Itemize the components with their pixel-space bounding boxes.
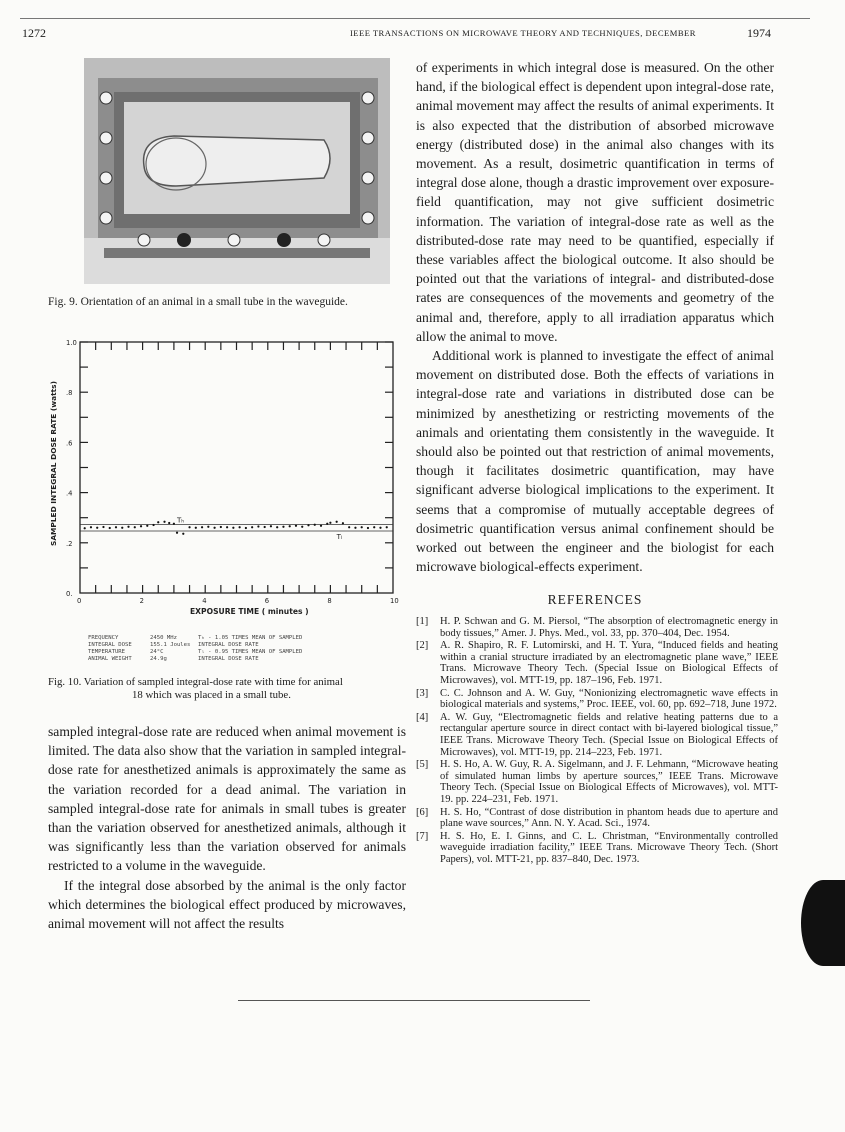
reference-text: H. S. Ho, A. W. Guy, R. A. Sigelmann, and J. F. Lehmann, “Microwave heating of simulated human limbs by aperture sources,” IEEE Trans. Microwave Theory Tech. (Special Issue on Biological Effects of Microwaves), vol. MTT-19. pp. 224–231, Feb. 1971. <box>440 759 778 805</box>
data-point <box>140 525 142 527</box>
data-point <box>386 526 388 528</box>
legend-label: ANIMAL WEIGHT <box>88 656 132 662</box>
data-point <box>182 533 184 535</box>
right-column-text <box>416 58 774 576</box>
fig10-caption-line2: 18 which was placed in a small tube. <box>132 688 291 701</box>
data-point <box>127 526 129 528</box>
data-point <box>326 523 328 525</box>
data-point <box>232 527 234 529</box>
data-point <box>115 526 117 528</box>
data-point <box>157 521 159 523</box>
reference-item <box>416 640 778 686</box>
left-paragraph-1: sampled integral-dose rate are reduced when animal movement is limited. The data also show that the variation in sampled integral-dose rate for anesthetized animals is approximately the same as the variation recorded for a dead animal. The variation in sampled integral-dose rate for animals in small tubes is greater than the variation observed for anesthetized animals, although it was significantly less than the variation observed for animals restricted to a volume in the waveguide. <box>48 724 406 874</box>
fig10-legend <box>88 635 408 663</box>
reference-text: H. S. Ho, “Contrast of dose distribution in phantom heads due to aperture and plane wave sources,” Ann. N. Y. Acad. Sci., 1974. <box>440 806 778 830</box>
reference-line-label: Tₕ <box>177 516 185 525</box>
data-point <box>201 526 203 528</box>
reference-text: A. R. Shapiro, R. F. Lutomirski, and H. T. Yura, “Induced fields and heating within a cranial structure irradiated by an electromagnetic plane wave,” IEEE Trans. Microwave Theory Tech. (Special Issue on Biological Effects of Microwaves), vol. MTT-19, pp. 187–196, Feb. 1971. <box>440 640 778 686</box>
data-point <box>342 522 344 524</box>
data-point <box>289 525 291 527</box>
data-point <box>121 527 123 529</box>
data-point <box>163 521 165 523</box>
x-tick-label: 6 <box>264 597 270 605</box>
data-point <box>84 527 86 529</box>
legend-value: 24°C <box>150 649 164 655</box>
data-point <box>367 527 369 529</box>
y-tick-label: .6 <box>66 439 73 448</box>
reference-number: [7] <box>416 830 429 842</box>
fig9-photo <box>84 58 390 284</box>
legend-value: 155.1 Joules <box>150 642 191 648</box>
reference-number: [3] <box>416 687 429 699</box>
reference-number: [4] <box>416 711 429 723</box>
data-point <box>320 525 322 527</box>
y-tick-label: .8 <box>66 389 73 398</box>
data-point <box>239 526 241 528</box>
data-point <box>301 526 303 528</box>
data-point <box>295 525 297 527</box>
data-point <box>251 526 253 528</box>
journal-title: IEEE TRANSACTIONS ON MICROWAVE THEORY AND TECHNIQUES, DECEMBER <box>350 28 696 38</box>
data-point <box>207 526 209 528</box>
legend-row <box>88 635 408 642</box>
data-point <box>264 526 266 528</box>
waveguide-drawing <box>84 58 390 284</box>
data-point <box>195 527 197 529</box>
right-paragraph-2: Additional work is planned to investigate the effect of animal movement on distributed dose. Both the effects of variations in integral-dose rate and variations in distributed dose can be minimized by anesthetizing or restricting movements of the animals and orientating them consistently in the waveguide. It should also be pointed out that restriction of animal movements, though it facilitates dosimetric quantification, may have significant adverse biological implications to the experiment. It seems that a compromise of mutually acceptable degrees of dosimetric quantification versus animal confinement should be worked out between the engineer and the biologist for each microwave biological-effects experiment. <box>416 348 774 575</box>
x-axis-label: EXPOSURE TIME ( minutes ) <box>190 607 309 616</box>
legend-row <box>88 649 408 656</box>
legend-row <box>88 656 408 663</box>
data-point <box>188 526 190 528</box>
data-point <box>245 527 247 529</box>
header-rule <box>20 18 810 19</box>
reference-item <box>416 831 778 866</box>
data-point <box>102 526 104 528</box>
data-point <box>168 522 170 524</box>
reference-item <box>416 759 778 805</box>
y-tick-label: 1.0 <box>66 339 77 347</box>
legend-text: Tₕ - 1.05 TIMES MEAN OF SAMPLED <box>198 635 303 641</box>
right-paragraph-1: of experiments in which integral dose is measured. On the other hand, if the biological effect is dependent upon integral-dose rate, animal movement may affect the results of animal experiments. It is also expected that the distribution of absorbed microwave energy (distributed dose) in the animal also changes with its movement. As a result, dosimetric quantification in terms of integral dose alone, though a drastic improvement over exposure-field quantification, may not give sufficient dosimetric information. The variation of integral-dose rate as well as the distributed-dose rate may need to be quantified, especially if these variables affect the biological outcome. It also should be pointed out that the variations of integral- and distributed-dose rates are consequences of the movements and geometry of the animal and, therefore, apply to all irradiation apparatus which allow the animal to move. <box>416 60 774 344</box>
legend-text: INTEGRAL DOSE RATE <box>198 642 259 648</box>
journal-year: 1974 <box>747 26 771 40</box>
data-point <box>90 526 92 528</box>
x-tick-label: 0 <box>77 597 82 605</box>
fig10-caption-line1: Fig. 10. Variation of sampled integral-dose rate with time for animal <box>48 676 343 688</box>
data-point <box>152 524 154 526</box>
y-tick-label: .4 <box>66 489 73 498</box>
references-list <box>416 616 778 866</box>
reference-line-label: Tₗ <box>336 533 343 542</box>
x-tick-label: 8 <box>327 597 332 605</box>
data-point <box>173 523 175 525</box>
data-point <box>314 524 316 526</box>
fig10-chart <box>40 330 420 625</box>
data-point <box>361 526 363 528</box>
data-point <box>96 527 98 529</box>
legend-row <box>88 642 408 649</box>
legend-text: INTEGRAL DOSE RATE <box>198 656 259 662</box>
data-point <box>146 525 148 527</box>
reference-number: [6] <box>416 806 429 818</box>
x-tick-label: 2 <box>139 597 144 605</box>
reference-number: [2] <box>416 640 429 652</box>
data-point <box>348 526 350 528</box>
left-column-text <box>48 722 406 933</box>
left-paragraph-2: If the integral dose absorbed by the animal is the only factor which determines the biological effect produced by microwaves, animal movement will not affect the results <box>48 877 406 932</box>
legend-label: TEMPERATURE <box>88 649 126 655</box>
fig9-caption: Fig. 9. Orientation of an animal in a small tube in the waveguide. <box>48 296 348 308</box>
data-point <box>282 526 284 528</box>
data-point <box>373 526 375 528</box>
legend-label: INTEGRAL DOSE <box>88 642 132 648</box>
data-point <box>329 522 331 524</box>
page-number: 1272 <box>22 26 46 40</box>
reference-item <box>416 712 778 758</box>
data-point <box>213 527 215 529</box>
data-point <box>134 526 136 528</box>
y-axis-label: SAMPLED INTEGRAL DOSE RATE (watts) <box>49 381 58 546</box>
scan-artifact <box>801 880 845 966</box>
data-point <box>276 526 278 528</box>
legend-value: 24.9g <box>150 656 167 662</box>
data-point <box>270 525 272 527</box>
data-point <box>336 521 338 523</box>
fig10-caption <box>48 676 408 701</box>
reference-item <box>416 688 778 711</box>
x-tick-label: 10 <box>390 597 399 605</box>
data-point <box>220 526 222 528</box>
fig10-svg <box>40 330 420 620</box>
reference-text: H. P. Schwan and G. M. Piersol, “The absorption of electromagnetic energy in body tissues,” Amer. J. Phys. Med., vol. 33, pp. 370–404, Dec. 1954. <box>440 616 778 639</box>
reference-number: [5] <box>416 759 429 771</box>
legend-label: FREQUENCY <box>88 635 119 641</box>
data-point <box>354 527 356 529</box>
reference-item <box>416 807 778 830</box>
legend-text: Tₗ - 0.95 TIMES MEAN OF SAMPLED <box>198 649 303 655</box>
reference-text: C. C. Johnson and A. W. Guy, “Nonionizing electromagnetic wave effects in biological materials and systems,” Proc. IEEE, vol. 60, pp. 692–718, June 1972. <box>440 687 778 711</box>
reference-item <box>416 616 778 639</box>
data-point <box>109 527 111 529</box>
data-point <box>379 527 381 529</box>
y-tick-label: 0. <box>66 590 73 598</box>
reference-text: A. W. Guy, “Electromagnetic fields and relative heating patterns due to a rectangular aperture source in direct contact with bi-layered biological tissue,” IEEE Trans. Microwave Theory Tech. (Special Issue on Biological Effects of Microwaves), vol. MTT-19, pp. 214–223, Feb. 1971. <box>440 711 778 758</box>
x-tick-label: 4 <box>202 597 207 605</box>
data-point <box>307 524 309 526</box>
y-tick-label: .2 <box>66 539 73 548</box>
data-point <box>226 526 228 528</box>
data-point <box>176 532 178 534</box>
plot-frame <box>80 342 393 593</box>
reference-text: H. S. Ho, E. I. Ginns, and C. L. Christman, “Environmentally controlled waveguide irradiation facility,” IEEE Trans. Microwave Theory Tech. (Short Papers), vol. MTT-21, pp. 837–840, Dec. 1973. <box>440 830 778 865</box>
data-point <box>257 525 259 527</box>
reference-number: [1] <box>416 616 429 627</box>
legend-value: 2450 MHz <box>150 635 177 641</box>
references-heading: REFERENCES <box>547 592 643 607</box>
footer-rule <box>238 1000 590 1001</box>
